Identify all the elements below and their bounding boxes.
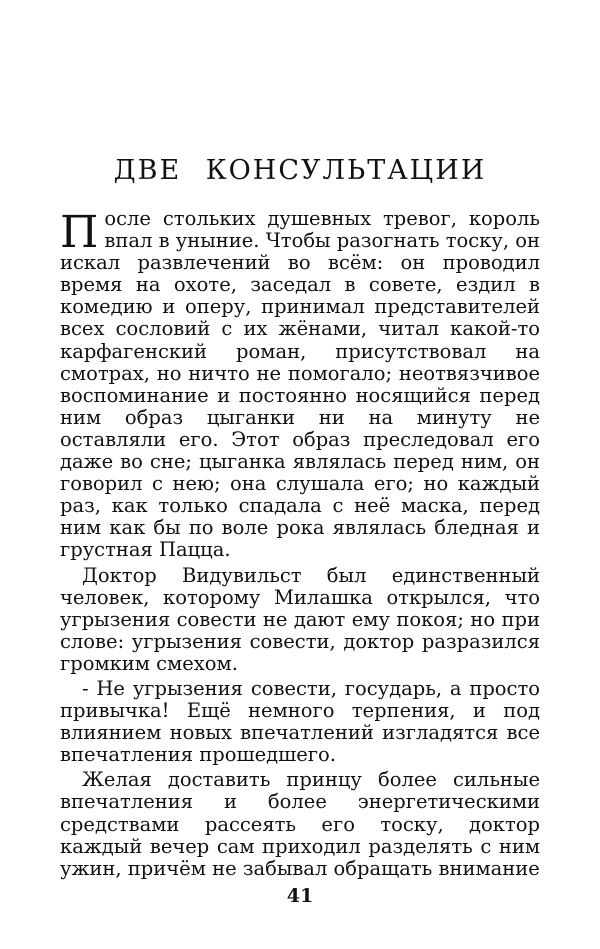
- paragraph-2: Доктор Видувильст был единственный человек, которому Милашка открылся, что угрызения совести не дают ему покоя; но при слове: угрызения совести, доктор разразился громким смехом.: [60, 563, 540, 675]
- paragraph-1-text: осле стольких душевных тревог, король впал в уныние. Чтобы разогнать тоску, он искал развлечений во всём: он проводил время на охоте, заседал в совете, ездил в комедию и оперу, принимал представителей всех сословий с их жёнами, читал какой-то карфагенский роман, присутствовал на смотрах, но ничто не помогало; неотвязчивое воспоминание и постоянно носящийся перед ним образ цыганки ни на минуту не оставляли его. Этот образ преследовал его даже во сне; цыганка являлась перед ним, он говорил с нею; она слушала его; но каждый раз, как только спадала с неё маска, перед ним как бы по воле рока являлась бледная и грустная Пацца.: [60, 207, 540, 562]
- paragraph-4: Желая доставить принцу более сильные впечатления и более энергетическими средствами рассеять его тоску, доктор каждый вечер сам приходил разделять с ним ужин, причём не забывал обращать внимание: [60, 768, 540, 880]
- paragraph-1: [60, 208, 540, 562]
- chapter-body: [60, 208, 540, 880]
- page-number: 41: [286, 885, 314, 907]
- chapter-title: ДВЕ КОНСУЛЬТАЦИИ: [113, 155, 487, 186]
- drop-cap-letter: П: [60, 207, 99, 258]
- paragraph-3: - Не угрызения совести, государь, а просто привычка! Ещё немного терпения, и под влиянием новых впечатлений изгладятся все впечатления прошедшего.: [60, 676, 540, 767]
